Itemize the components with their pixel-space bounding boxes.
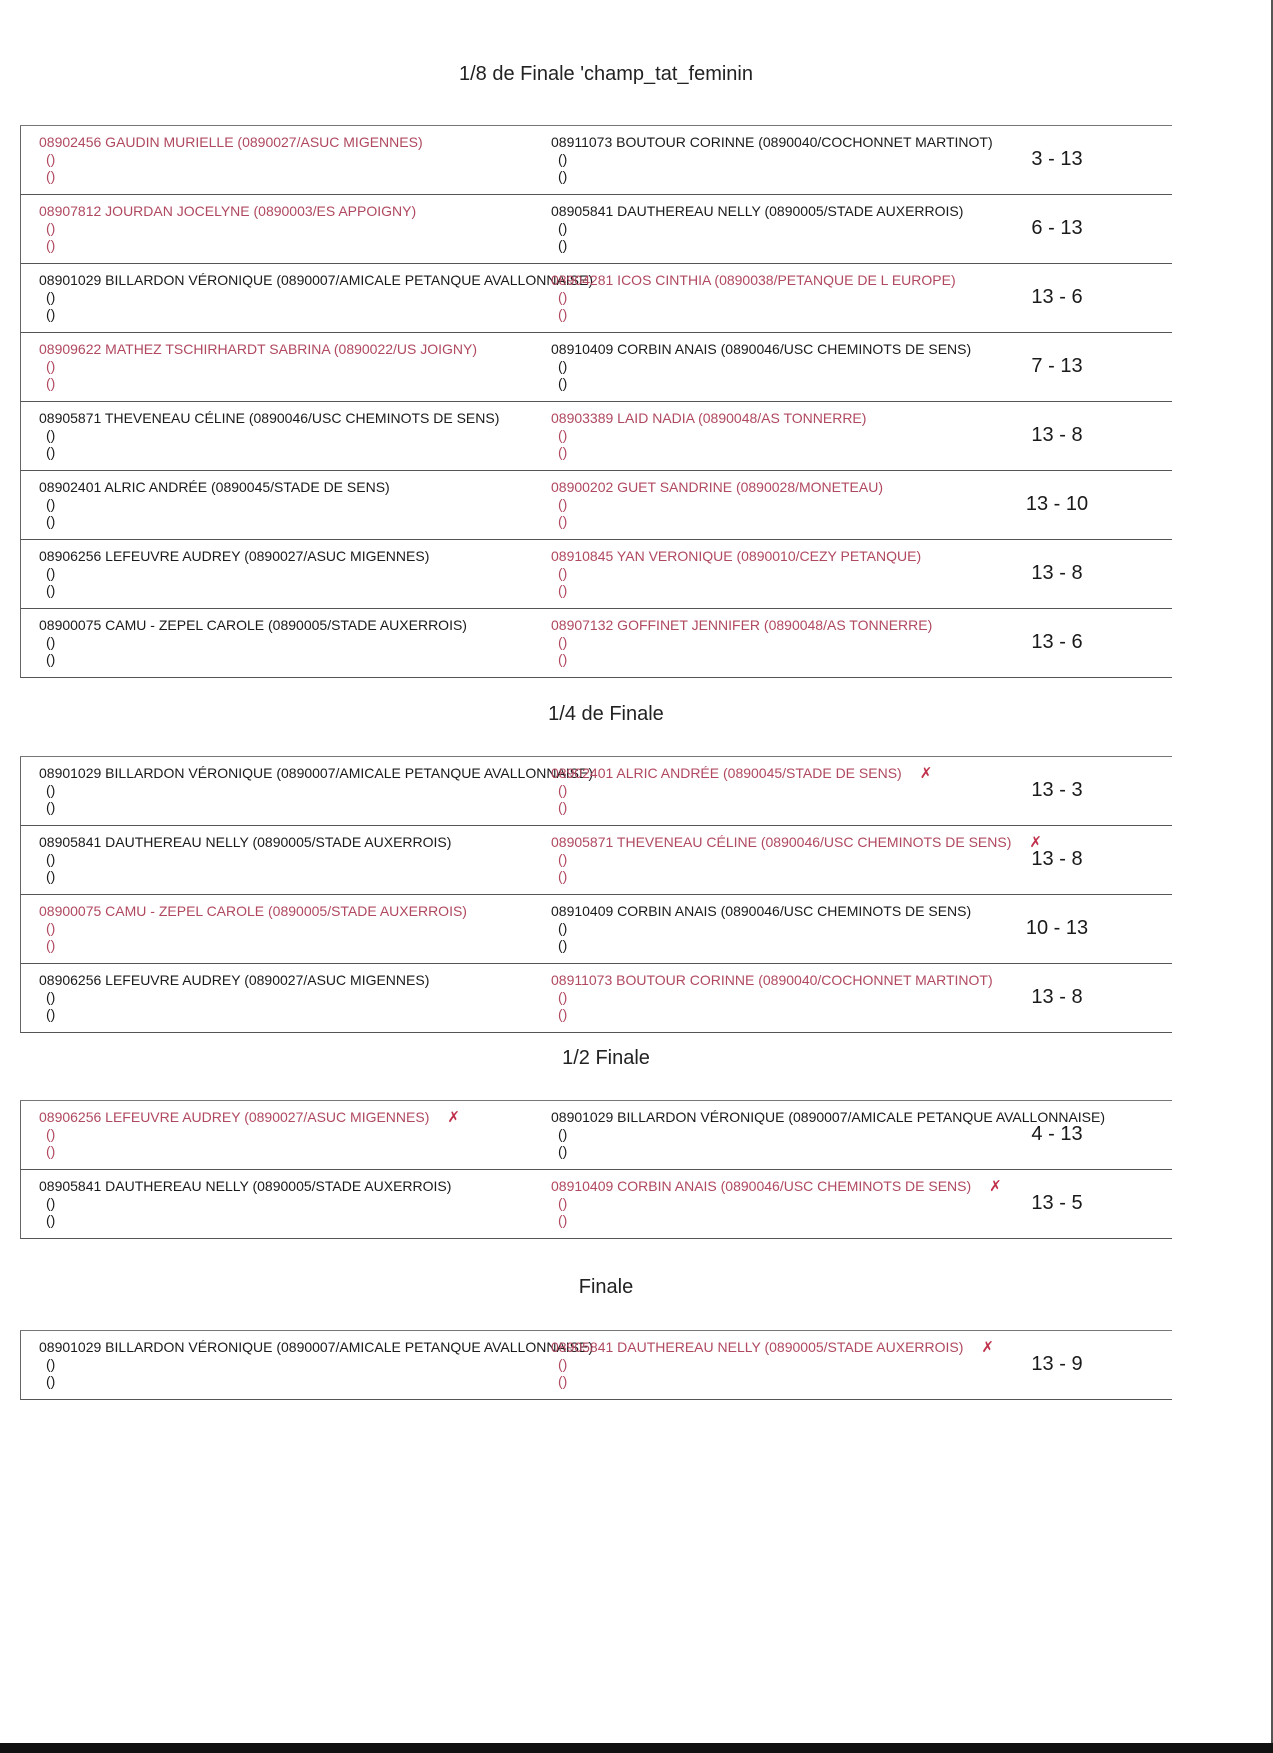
round-eighth	[20, 125, 1172, 678]
player-one: 08907812 JOURDAN JOCELYNE (0890003/ES APPOIGNY) () ()	[39, 203, 417, 253]
match-score: 13 - 6	[1031, 631, 1083, 653]
cross-mark-icon: ✗	[1029, 834, 1042, 851]
player-two-name: 08903389 LAID NADIA (0890048/AS TONNERRE)	[551, 410, 867, 426]
cross-mark-icon: ✗	[919, 765, 933, 782]
player-two: 08905841 DAUTHEREAU NELLY (0890005/STADE AUXERROIS) ✗ () ()	[551, 1339, 994, 1389]
player-one: 08901029 BILLARDON VÉRONIQUE (0890007/AMICALE PETANQUE AVALLONNAISE) () ()	[39, 1339, 594, 1389]
player-one-name: 08905841 DAUTHEREAU NELLY (0890005/STADE AUXERROIS)	[39, 1178, 452, 1194]
player-one: 08900075 CAMU - ZEPEL CAROLE (0890005/STADE AUXERROIS) () ()	[39, 903, 467, 953]
match-score: 7 - 13	[1031, 355, 1083, 377]
match-score: 13 - 8	[1031, 562, 1083, 584]
player-one-name: 08906256 LEFEUVRE AUDREY (0890027/ASUC MIGENNES)	[39, 972, 430, 988]
player-one-name: 08900075 CAMU - ZEPEL CAROLE (0890005/STADE AUXERROIS)	[39, 617, 467, 633]
match-row	[20, 609, 1172, 678]
match-score: 6 - 13	[1031, 217, 1083, 239]
player-two: 08907132 GOFFINET JENNIFER (0890048/AS TONNERRE) () ()	[551, 617, 933, 667]
round-title-semi: 1/2 Finale	[562, 1047, 650, 1069]
player-two-name: 08900202 GUET SANDRINE (0890028/MONETEAU)	[551, 479, 883, 495]
player-two-name: 08910845 YAN VERONIQUE (0890010/CEZY PETANQUE)	[551, 548, 922, 564]
player-one: 08906256 LEFEUVRE AUDREY (0890027/ASUC MIGENNES) () ()	[39, 972, 430, 1022]
match-row	[20, 826, 1172, 895]
player-two: 08910409 CORBIN ANAIS (0890046/USC CHEMINOTS DE SENS) () ()	[551, 903, 972, 953]
player-two-name: 08905841 DAUTHEREAU NELLY (0890005/STADE AUXERROIS)	[551, 1339, 964, 1355]
match-row	[20, 540, 1172, 609]
player-one-name: 08906256 LEFEUVRE AUDREY (0890027/ASUC MIGENNES)	[39, 548, 430, 564]
player-one-name: 08905871 THEVENEAU CÉLINE (0890046/USC CHEMINOTS DE SENS)	[39, 410, 500, 426]
match-score: 13 - 5	[1031, 1192, 1083, 1214]
player-two-name: 08907132 GOFFINET JENNIFER (0890048/AS TONNERRE)	[551, 617, 933, 633]
player-two-name: 08910409 CORBIN ANAIS (0890046/USC CHEMINOTS DE SENS)	[551, 903, 972, 919]
match-score: 13 - 8	[1031, 848, 1083, 870]
match-row	[20, 333, 1172, 402]
player-one-name: 08901029 BILLARDON VÉRONIQUE (0890007/AMICALE PETANQUE AVALLONNAISE)	[39, 765, 594, 781]
round-final	[20, 1330, 1172, 1400]
player-two-name: 08902401 ALRIC ANDRÉE (0890045/STADE DE SENS)	[551, 765, 902, 781]
player-two-name: 08911073 BOUTOUR CORINNE (0890040/COCHONNET MARTINOT)	[551, 134, 993, 150]
player-two: 08900202 GUET SANDRINE (0890028/MONETEAU) () ()	[551, 479, 883, 529]
player-one-name: 08901029 BILLARDON VÉRONIQUE (0890007/AMICALE PETANQUE AVALLONNAISE)	[39, 272, 594, 288]
match-score: 10 - 13	[1025, 917, 1089, 939]
match-row	[20, 757, 1172, 826]
player-one-name: 08902401 ALRIC ANDRÉE (0890045/STADE DE SENS)	[39, 479, 390, 495]
player-one-name: 08906256 LEFEUVRE AUDREY (0890027/ASUC MIGENNES)	[39, 1109, 430, 1125]
round-title-eighth: 1/8 de Finale 'champ_tat_feminin	[459, 63, 753, 85]
match-score: 13 - 3	[1031, 779, 1083, 801]
match-row	[20, 264, 1172, 333]
match-row	[20, 964, 1172, 1033]
match-row	[20, 126, 1172, 195]
player-one-name: 08905841 DAUTHEREAU NELLY (0890005/STADE AUXERROIS)	[39, 834, 452, 850]
player-one-name: 08902456 GAUDIN MURIELLE (0890027/ASUC MIGENNES)	[39, 134, 423, 150]
player-one-name: 08901029 BILLARDON VÉRONIQUE (0890007/AMICALE PETANQUE AVALLONNAISE)	[39, 1339, 594, 1355]
player-two-name: 08904281 ICOS CINTHIA (0890038/PETANQUE DE L EUROPE)	[551, 272, 956, 288]
player-two: 08901029 BILLARDON VÉRONIQUE (0890007/AMICALE PETANQUE AVALLONNAISE) () ()	[551, 1109, 1106, 1159]
match-score: 13 - 6	[1031, 286, 1083, 308]
round-quarter	[20, 756, 1172, 1033]
player-two-name: 08901029 BILLARDON VÉRONIQUE (0890007/AMICALE PETANQUE AVALLONNAISE)	[551, 1109, 1106, 1125]
player-one: 08901029 BILLARDON VÉRONIQUE (0890007/AMICALE PETANQUE AVALLONNAISE) () ()	[39, 272, 594, 322]
player-two-name: 08905871 THEVENEAU CÉLINE (0890046/USC CHEMINOTS DE SENS)	[551, 834, 1012, 850]
player-two: 08910845 YAN VERONIQUE (0890010/CEZY PETANQUE) () ()	[551, 548, 922, 598]
match-row	[20, 195, 1172, 264]
cross-mark-icon: ✗	[981, 1339, 994, 1356]
player-two: 08903389 LAID NADIA (0890048/AS TONNERRE) () ()	[551, 410, 867, 460]
cross-mark-icon: ✗	[447, 1109, 460, 1126]
player-one: 08905841 DAUTHEREAU NELLY (0890005/STADE AUXERROIS) () ()	[39, 1178, 452, 1228]
player-two: 08902401 ALRIC ANDRÉE (0890045/STADE DE SENS) ✗ () ()	[551, 765, 933, 815]
player-two-name: 08905841 DAUTHEREAU NELLY (0890005/STADE AUXERROIS)	[551, 203, 964, 219]
match-row	[20, 1101, 1172, 1170]
cross-mark-icon: ✗	[989, 1178, 1002, 1195]
player-one: 08905871 THEVENEAU CÉLINE (0890046/USC CHEMINOTS DE SENS) () ()	[39, 410, 500, 460]
round-semi	[20, 1100, 1172, 1239]
player-one-name: 08909622 MATHEZ TSCHIRHARDT SABRINA (0890022/US JOIGNY)	[39, 341, 478, 357]
match-row	[20, 471, 1172, 540]
player-one: 08902401 ALRIC ANDRÉE (0890045/STADE DE SENS) () ()	[39, 479, 390, 529]
match-row	[20, 1170, 1172, 1239]
player-two: 08910409 CORBIN ANAIS (0890046/USC CHEMINOTS DE SENS) ✗ () ()	[551, 1178, 1002, 1228]
player-two-name: 08910409 CORBIN ANAIS (0890046/USC CHEMINOTS DE SENS)	[551, 341, 972, 357]
player-two: 08910409 CORBIN ANAIS (0890046/USC CHEMINOTS DE SENS) () ()	[551, 341, 972, 391]
player-one-name: 08900075 CAMU - ZEPEL CAROLE (0890005/STADE AUXERROIS)	[39, 903, 467, 919]
player-two: 08905871 THEVENEAU CÉLINE (0890046/USC CHEMINOTS DE SENS) ✗ () ()	[551, 834, 1042, 884]
player-one-name: 08907812 JOURDAN JOCELYNE (0890003/ES APPOIGNY)	[39, 203, 417, 219]
round-title-quarter: 1/4 de Finale	[548, 703, 664, 725]
round-title-final: Finale	[578, 1276, 634, 1298]
match-score: 13 - 8	[1031, 424, 1083, 446]
player-one: 08909622 MATHEZ TSCHIRHARDT SABRINA (0890022/US JOIGNY) () ()	[39, 341, 478, 391]
match-row	[20, 402, 1172, 471]
player-one: 08900075 CAMU - ZEPEL CAROLE (0890005/STADE AUXERROIS) () ()	[39, 617, 467, 667]
scan-edge-bottom	[0, 1743, 1273, 1753]
player-one: 08901029 BILLARDON VÉRONIQUE (0890007/AMICALE PETANQUE AVALLONNAISE) () ()	[39, 765, 594, 815]
match-row	[20, 1331, 1172, 1400]
player-two-name: 08911073 BOUTOUR CORINNE (0890040/COCHONNET MARTINOT)	[551, 972, 993, 988]
player-two: 08911073 BOUTOUR CORINNE (0890040/COCHONNET MARTINOT) () ()	[551, 134, 993, 184]
match-row	[20, 895, 1172, 964]
player-one: 08905841 DAUTHEREAU NELLY (0890005/STADE AUXERROIS) () ()	[39, 834, 452, 884]
match-score: 4 - 13	[1031, 1123, 1083, 1145]
player-one: 08902456 GAUDIN MURIELLE (0890027/ASUC MIGENNES) () ()	[39, 134, 423, 184]
player-one: 08906256 LEFEUVRE AUDREY (0890027/ASUC MIGENNES) () ()	[39, 548, 430, 598]
player-two: 08905841 DAUTHEREAU NELLY (0890005/STADE AUXERROIS) () ()	[551, 203, 964, 253]
player-one: 08906256 LEFEUVRE AUDREY (0890027/ASUC MIGENNES) ✗ () ()	[39, 1109, 460, 1159]
match-score: 13 - 8	[1031, 986, 1083, 1008]
match-score: 13 - 9	[1031, 1353, 1083, 1375]
player-two-name: 08910409 CORBIN ANAIS (0890046/USC CHEMINOTS DE SENS)	[551, 1178, 972, 1194]
match-score: 3 - 13	[1031, 148, 1083, 170]
player-two: 08911073 BOUTOUR CORINNE (0890040/COCHONNET MARTINOT) () ()	[551, 972, 993, 1022]
player-two: 08904281 ICOS CINTHIA (0890038/PETANQUE DE L EUROPE) () ()	[551, 272, 956, 322]
match-score: 13 - 10	[1025, 493, 1089, 515]
